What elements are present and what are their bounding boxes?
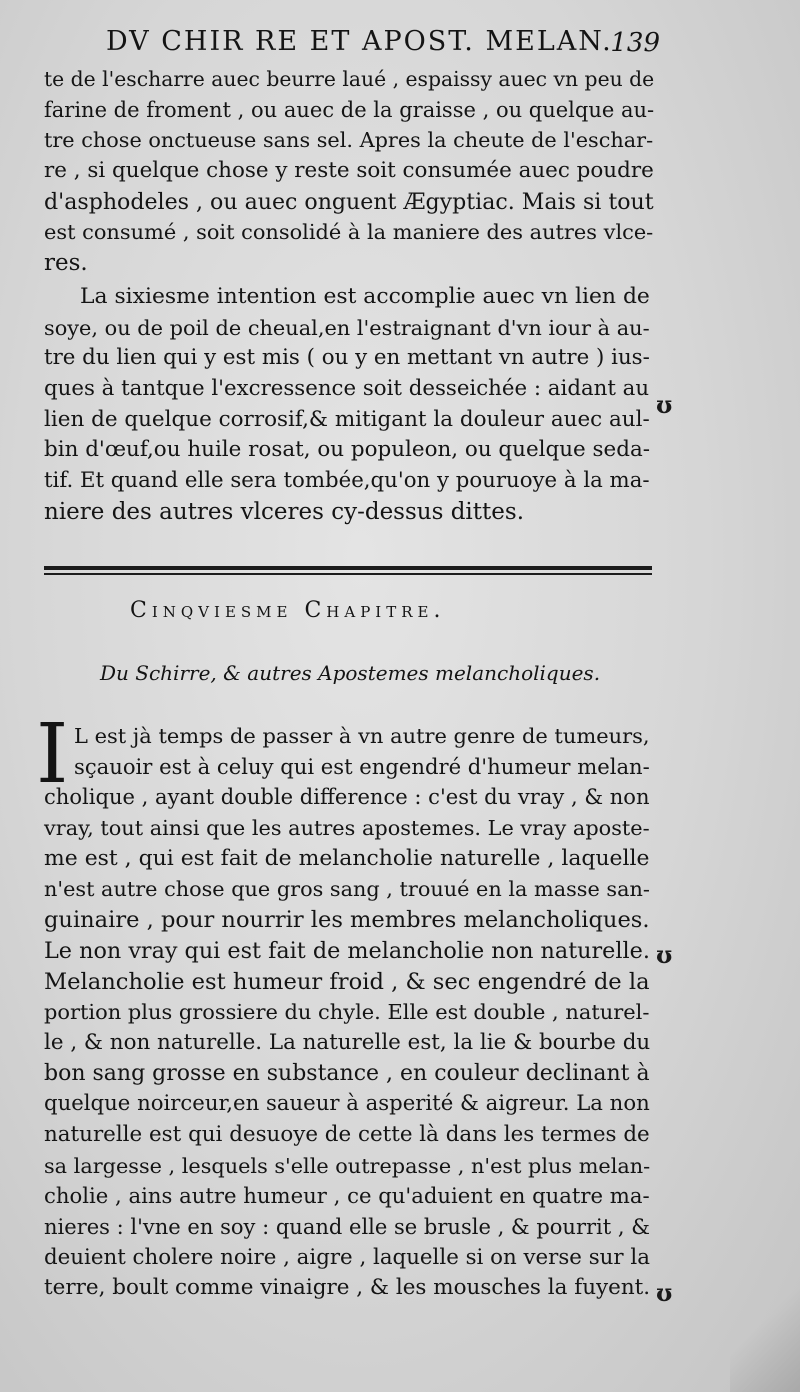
running-head: DV CHIR RE ET APOST. MELAN. [106,26,613,57]
text-line: sa largesse , lesquels s'elle outrepasse , n'est plus melan- [44,1153,651,1178]
paragraph-continued [44,64,654,279]
text-line: naturelle est qui desuoye de cette là dans les termes de [44,1121,650,1147]
text-line: cholique , ayant double difference : c'est du vray , & non [44,784,650,810]
text-line: res. [44,250,88,277]
page-header [100,26,660,66]
text-line: Le non vray qui est fait de melancholie non naturelle. [44,937,650,964]
text-line: n'est autre chose que gros sang , trouué en la masse san- [44,877,650,902]
drop-cap: I [36,707,69,802]
page-edge-shadow [730,1282,800,1392]
text-line: terre, boult comme vinaigre , & les mousches la fuyent. [44,1275,651,1301]
paragraph-chapter-body [44,721,650,1304]
text-line: tre du lien qui y est mis ( ou y en mettant vn autre ) ius- [44,345,650,371]
text-line: le , & non naturelle. La naturelle est, la lie & bourbe du [44,1029,651,1055]
text-line: tre chose onctueuse sans sel. Apres la cheute de l'eschar- [44,128,654,153]
text-line: vray, tout ainsi que les autres apostemes. Le vray aposte- [44,816,650,841]
text-line: te de l'escharre auec beurre laué , espaissy auec vn peu de [44,67,655,91]
chapter-subtitle: Du Schirre, & autres Apostemes melancholiques. [100,661,601,685]
text-line: me est , qui est fait de melancholie naturelle , laquelle [44,845,650,871]
text-line: guinaire , pour nourrir les membres melancholiques. [44,907,650,934]
text-line: cholie , ains autre humeur , ce qu'aduient en quatre ma- [44,1183,650,1209]
text-line: ques à tantque l'excressence soit desseichée : aidant au [44,376,650,402]
margin-mark-icon: ʊ [656,940,673,969]
text-line: deuient cholere noire , aigre , laquelle si on verse sur la [44,1244,650,1270]
section-divider-thin [44,573,652,575]
text-line: soye, ou de poil de cheual,en l'estraignant d'vn iour à au- [44,315,650,340]
text-line: sçauoir est à celuy qui est engendré d'humeur melan- [74,753,650,779]
text-line: bin d'œuf,ou huile rosat, ou populeon, ou quelque seda- [44,437,650,463]
text-line: La sixiesme intention est accomplie auec vn lien de [80,284,650,309]
text-line: Melancholie est humeur froid , & sec engendré de la [44,968,650,995]
margin-mark-icon: ʊ [656,1278,673,1307]
page-number: 139 [610,28,660,58]
text-line: L est jà temps de passer à vn autre genre de tumeurs, [74,724,650,748]
section-divider [44,566,652,570]
text-line: tif. Et quand elle sera tombée,qu'on y pouruoye à la ma- [44,468,650,494]
chapter-title: Cinqviesme Chapitre. [130,598,446,623]
text-line: niere des autres vlceres cy-dessus dittes. [44,498,525,525]
text-line: est consumé , soit consolidé à la maniere des autres vlce- [44,220,654,245]
paragraph-sixth-intention [44,282,650,528]
margin-mark-icon: ʊ [656,390,673,419]
text-line: nieres : l'vne en soy : quand elle se brusle , & pourrit , & [44,1214,650,1239]
text-line: d'asphodeles , ou auec onguent Ægyptiac. Mais si tout [44,188,654,215]
text-line: farine de froment , ou auec de la graisse , ou quelque au- [44,97,655,122]
text-line: re , si quelque chose y reste soit consumée auec poudre [44,158,654,184]
text-line: portion plus grossiere du chyle. Elle est double , naturel- [44,1000,650,1025]
text-line: bon sang grosse en substance , en couleur declinant à [44,1060,650,1086]
text-line: quelque noirceur,en saueur à asperité & aigreur. La non [44,1091,650,1117]
text-line: lien de quelque corrosif,& mitigant la douleur auec aul- [44,406,650,432]
